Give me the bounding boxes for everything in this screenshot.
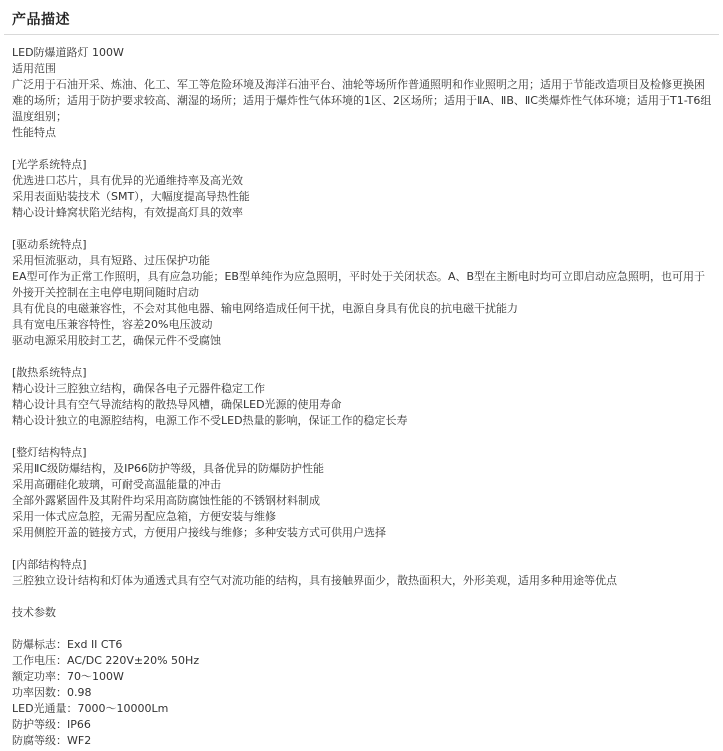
thermal-line: 精心设计具有空气导流结构的散热导风槽，确保LED光源的使用寿命 — [12, 398, 342, 411]
optical-line: 精心设计蜂窝状陷光结构，有效提高灯具的效率 — [12, 206, 243, 219]
features-title: 性能特点 — [12, 126, 56, 139]
internal-line: 三腔独立设计结构和灯体为通透式具有空气对流功能的结构，具有接触界面少，散热面积大，外形美观，适用多种用途等优点 — [12, 574, 617, 587]
scope-text: 广泛用于石油开采、炼油、化工、军工等危险环境及海洋石油平台、油轮等场所作普通照明和作业照明之用；适用于节能改造项目及检修更换困难的场所；适用于防护要求较高、潮湿的场所；适用于爆炸性气体环境的1区、2区场所；适用于ⅡA、ⅡB、ⅡC类爆炸性气体环境；适用于T1-T6组温度组别； — [12, 78, 712, 123]
driver-line: 采用恒流驱动，具有短路、过压保护功能 — [12, 254, 210, 267]
spec-item: 工作电压：AC/DC 220V±20% 50Hz — [12, 654, 200, 667]
section-title-internal: [内部结构特点] — [12, 558, 87, 571]
driver-line: 具有优良的电磁兼容性，不会对其他电器、输电网络造成任何干扰，电源自身具有优良的抗电磁干扰能力 — [12, 302, 518, 315]
spec-item: 额定功率：70～100W — [12, 670, 124, 683]
spacer — [12, 141, 712, 157]
spec-item: 防爆标志：Exd II CT6 — [12, 638, 123, 651]
structure-line: 采用一体式应急腔，无需另配应急箱，方便安装与维修 — [12, 510, 276, 523]
section-title-thermal: [散热系统特点] — [12, 366, 87, 379]
driver-line: 驱动电源采用胶封工艺，确保元件不受腐蚀 — [12, 334, 221, 347]
structure-line: 采用侧腔开盖的链接方式，方便用户接线与维修；多种安装方式可供用户选择 — [12, 526, 386, 539]
structure-line: 采用ⅡC级防爆结构，及IP66防护等级，具备优异的防爆防护性能 — [12, 462, 324, 475]
section-title-structure: [整灯结构特点] — [12, 446, 87, 459]
specs-title: 技术参数 — [12, 606, 56, 619]
spacer — [12, 429, 712, 445]
thermal-line: 精心设计独立的电源腔结构，电源工作不受LED热量的影响，保证工作的稳定长寿 — [12, 414, 408, 427]
spacer — [12, 221, 712, 237]
structure-line: 采用高硼硅化玻璃，可耐受高温能量的冲击 — [12, 478, 221, 491]
spacer — [12, 621, 712, 637]
spacer — [12, 349, 712, 365]
scope-title: 适用范围 — [12, 62, 56, 75]
spec-item: LED光通量：7000～10000Lm — [12, 702, 169, 715]
thermal-line: 精心设计三腔独立结构，确保各电子元器件稳定工作 — [12, 382, 265, 395]
spec-item: 防腐等级：WF2 — [12, 734, 92, 747]
product-name: LED防爆道路灯 100W — [12, 46, 124, 59]
structure-line: 全部外露紧固件及其附件均采用高防腐蚀性能的不锈钢材料制成 — [12, 494, 320, 507]
driver-line: 具有宽电压兼容特性，容差20%电压波动 — [12, 318, 213, 331]
spec-item: 防护等级：IP66 — [12, 718, 91, 731]
optical-line: 采用表面贴装技术（SMT），大幅度提高导热性能 — [12, 190, 250, 203]
spacer — [12, 541, 712, 557]
optical-line: 优选进口芯片，具有优异的光通维持率及高光效 — [12, 174, 243, 187]
section-title-optical: [光学系统特点] — [12, 158, 87, 171]
product-description — [0, 35, 712, 749]
page-title: 产品描述 — [12, 12, 70, 28]
spacer — [12, 589, 712, 605]
driver-line: EA型可作为正常工作照明，具有应急功能；EB型单纯作为应急照明，平时处于关闭状态。A、B型在主断电时均可立即启动应急照明，也可用于外接开关控制在主电停电期间随时启动 — [12, 270, 706, 299]
spec-item: 功率因数：0.98 — [12, 686, 92, 699]
section-title-driver: [驱动系统特点] — [12, 238, 87, 251]
section-header — [4, 0, 719, 35]
